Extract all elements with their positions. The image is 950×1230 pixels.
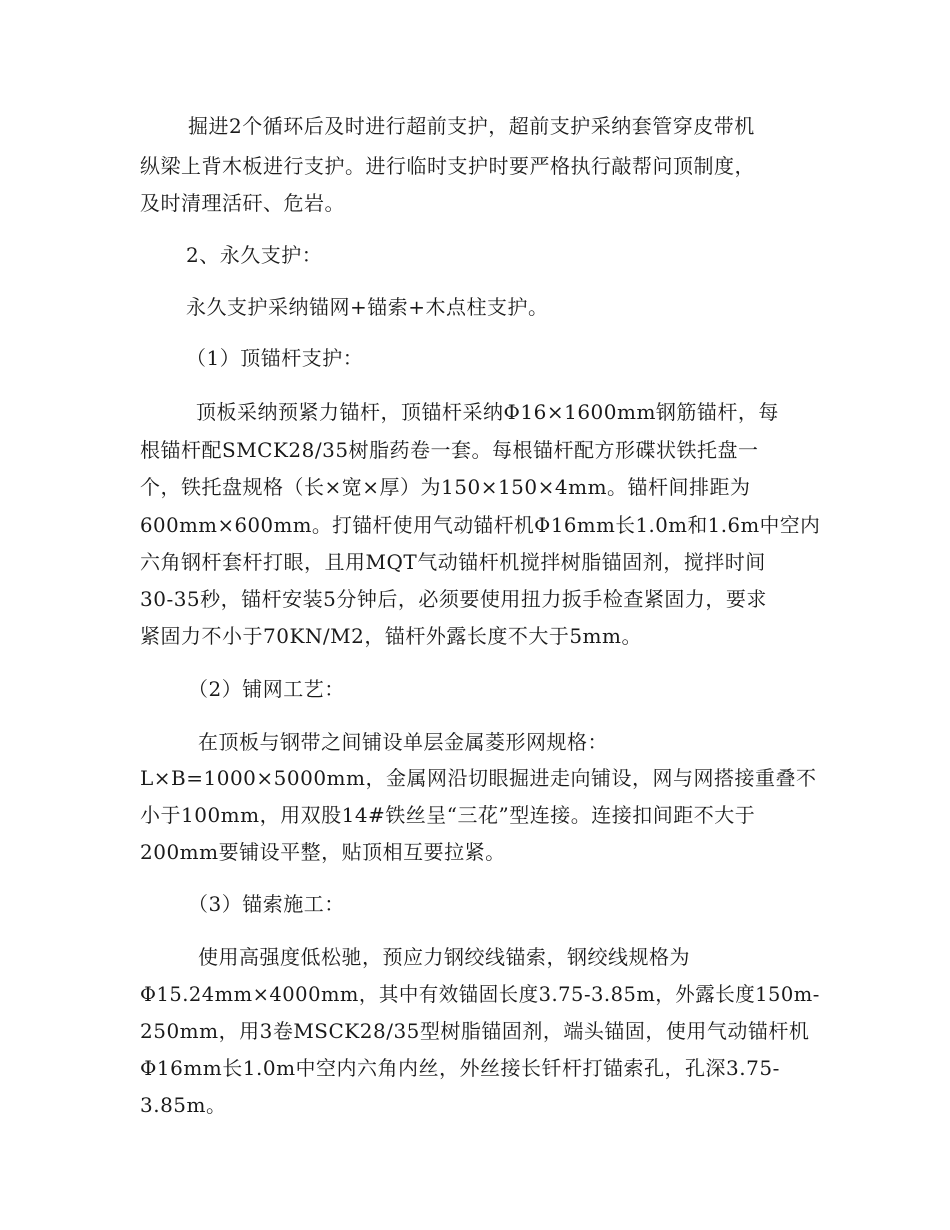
paragraph-line: 根锚杆配SMCK28/35树脂药卷一套。每根锚杆配方形碟状铁托盘一 <box>140 438 759 462</box>
paragraph-line: Φ16mm长1.0m中空内六角内丝，外丝接长钎杆打锚索孔，孔深3.75- <box>140 1056 780 1080</box>
paragraph-line: L×B=1000×5000mm，金属网沿切眼掘进走向铺设，网与网搭接重叠不 <box>140 766 817 790</box>
paragraph-line: 永久支护采纳锚网+锚索+木点柱支护。 <box>186 295 549 319</box>
paragraph-line: 紧固力不小于70KN/M2，锚杆外露长度不大于5mm。 <box>140 624 642 648</box>
paragraph-line: 顶板采纳预紧力锚杆，顶锚杆采纳Φ16×1600mm钢筋锚杆，每 <box>196 400 779 424</box>
paragraph-line: 个，铁托盘规格（长×宽×厚）为150×150×4mm。锚杆间排距为 <box>140 475 751 499</box>
paragraph-line: 及时清理活矸、危岩。 <box>140 191 345 215</box>
paragraph-line: 小于100mm，用双股14#铁丝呈“三花”型连接。连接扣间距不大于 <box>140 803 756 827</box>
section-heading: 2、永久支护： <box>186 243 323 267</box>
paragraph-line: 3.85m。 <box>140 1093 227 1117</box>
paragraph-line: 30-35秒，锚杆安装5分钟后，必须要使用扭力扳手检查紧固力，要求 <box>140 587 767 611</box>
subsection-heading: （1）顶锚杆支护： <box>186 346 364 370</box>
paragraph-line: 200mm要铺设平整，贴顶相互要拉紧。 <box>140 840 506 864</box>
paragraph-line: 纵梁上背木板进行支护。进行临时支护时要严格执行敲帮问顶制度， <box>140 154 755 178</box>
paragraph-line: 250mm，用3卷MSCK28/35型树脂锚固剂，端头锚固，使用气动锚杆机 <box>140 1019 810 1043</box>
paragraph-line: 掘进2个循环后及时进行超前支护，超前支护采纳套管穿皮带机 <box>188 114 755 138</box>
subsection-heading: （2）铺网工艺： <box>188 677 345 701</box>
paragraph-line: 六角钢杆套杆打眼，且用MQT气动锚杆机搅拌树脂锚固剂，搅拌时间 <box>140 550 766 574</box>
paragraph-line: 在顶板与钢带之间铺设单层金属菱形网规格： <box>198 730 608 754</box>
paragraph-line: Φ15.24mm×4000mm，其中有效锚固长度3.75-3.85m，外露长度150m- <box>140 982 820 1006</box>
subsection-heading: （3）锚索施工： <box>188 892 345 916</box>
paragraph-line: 使用高强度低松驰，预应力钢绞线锚索，钢绞线规格为 <box>198 945 690 969</box>
paragraph-line: 600mm×600mm。打锚杆使用气动锚杆机Φ16mm长1.0m和1.6m中空内 <box>140 513 821 537</box>
